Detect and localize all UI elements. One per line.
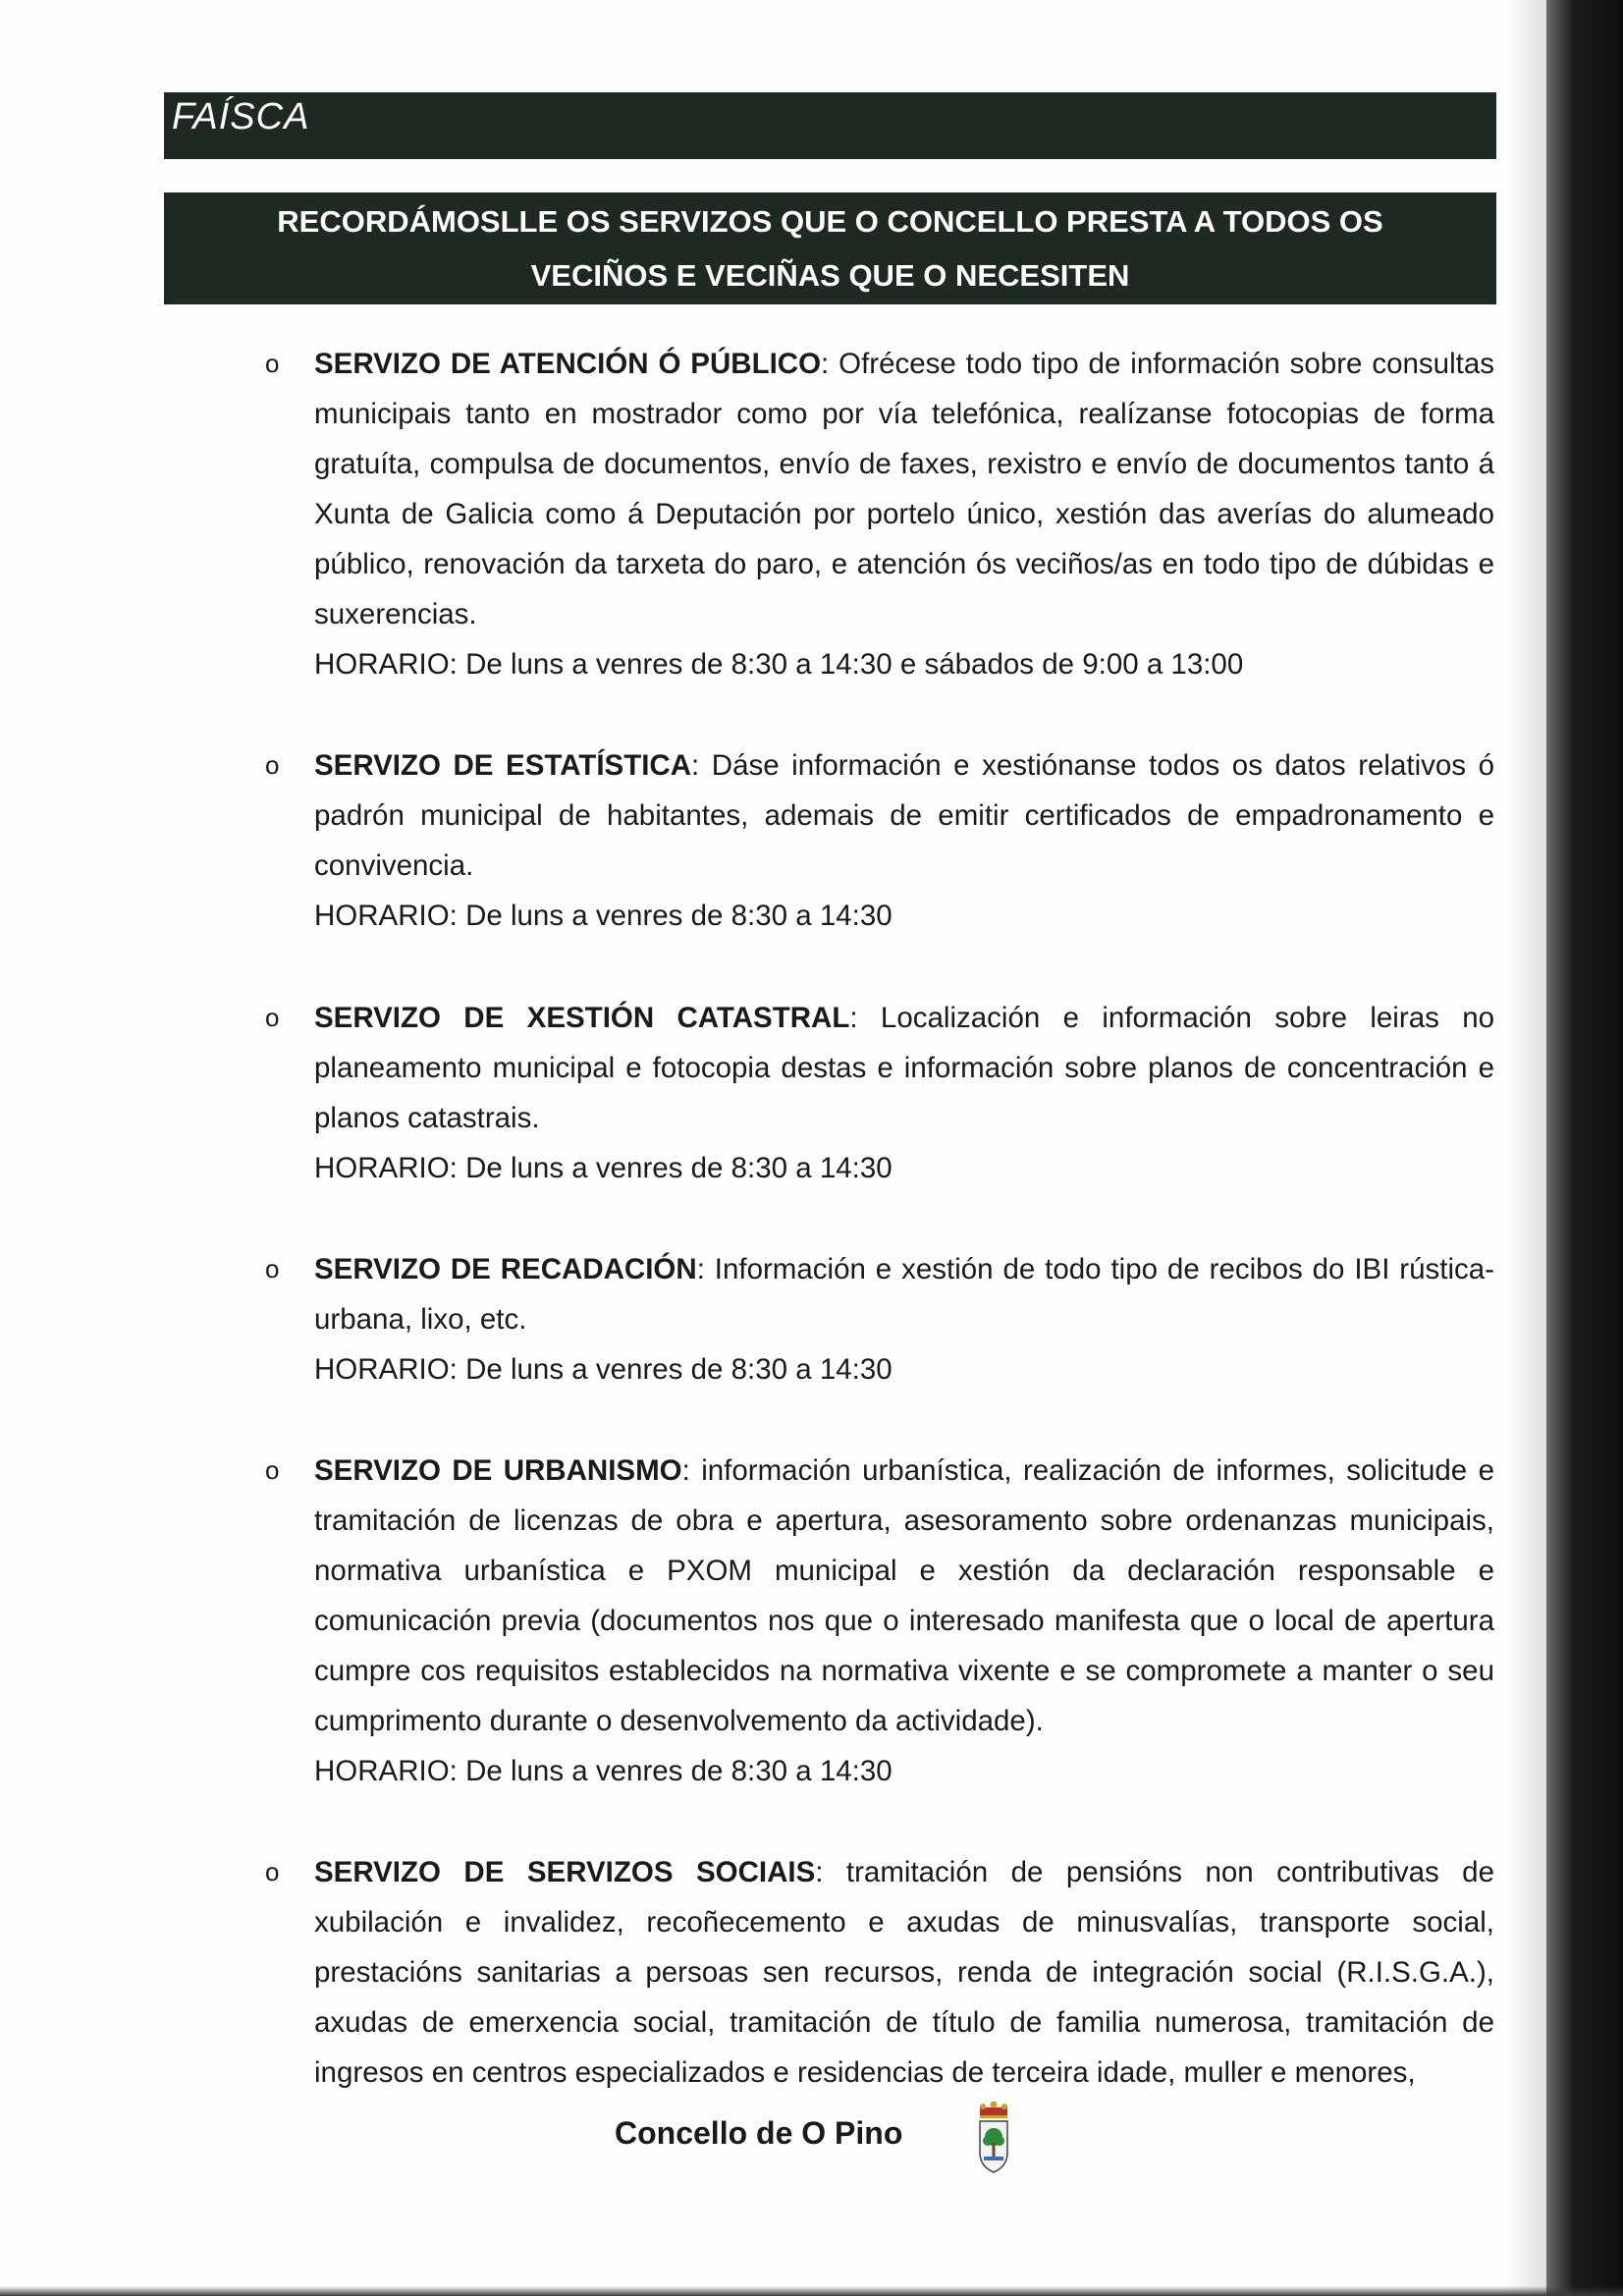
service-description: : Información e xestión de todo tipo de recibos do IBI rústica- urbana, lixo, etc. [314, 1253, 1495, 1336]
service-horario: HORARIO: De luns a venres de 8:30 a 14:30 [314, 1353, 893, 1386]
service-item-urbanismo [257, 1446, 1494, 1796]
banner-line-2: VECIÑOS E VECIÑAS QUE O NECESITEN [530, 258, 1130, 293]
scan-bottom-shadow [0, 2286, 1623, 2296]
service-description: : Ofrécese todo tipo de información sobre consultas municipais tanto en mostrador como por vía telefónica, realízanse fotocopias de forma gratuíta, compulsa de documentos, envío de faxes, rexistro e envío de documentos tanto á Xunta de Galicia como á Deputación por portelo único, xestión das averías do alumeado público, renovación da tarxeta do paro, e atención ós veciños/as en todo tipo de dúbidas e suxerencias. [314, 348, 1494, 630]
service-name: SERVIZO DE ESTATÍSTICA [314, 749, 692, 782]
service-description: : información urbanística, realización de informes, solicitude e tramitación de licenzas de obra e apertura, asesoramento sobre ordenanzas municipais, normativa urbanística e PXOM municipal e xestión da declaración responsable e comunicación previa (documentos nos que o interesado manifesta que o local de apertura cumpre cos requisitos establecidos na normativa vixente e se compromete a manter o seu cumprimento durante o desenvolvemento da actividade). [314, 1454, 1494, 1737]
bullet-icon: o [265, 1455, 280, 1485]
header-bar [164, 92, 1496, 159]
service-horario: HORARIO: De luns a venres de 8:30 a 14:30 [314, 1755, 893, 1787]
service-description: : Dáse información e xestiónanse todos os datos relativos ó padrón municipal de habitantes, ademais de emitir certificados de empadronamento e convivencia. [314, 749, 1494, 882]
service-description: : tramitación de pensións non contributivas de xubilación e invalidez, recoñecemento e axudas de minusvalías, transporte social, prestacións sanitarias a persoas sen recursos, renda de integración social (R.I.S.G.A.), axudas de emerxencia social, tramitación de título de familia numerosa, tramitación de ingresos en centros especializados e residencias de terceira idade, muller e menores, [314, 1856, 1494, 2089]
bullet-icon: o [265, 750, 280, 780]
services-list [257, 339, 1494, 2098]
service-item-atencion-publico [257, 339, 1494, 689]
footer-text: Concello de O Pino [615, 2115, 903, 2151]
bullet-icon: o [265, 349, 280, 378]
service-horario: HORARIO: De luns a venres de 8:30 a 14:30 [314, 1152, 893, 1184]
service-name: SERVIZO DE URBANISMO [314, 1454, 682, 1487]
banner-line-1: RECORDÁMOSLLE OS SERVIZOS QUE O CONCELLO PRESTA A TODOS OS [277, 204, 1383, 239]
service-horario: HORARIO: De luns a venres de 8:30 a 14:30 e sábados de 9:00 a 13:00 [314, 648, 1244, 681]
scan-edge-shadow [1546, 0, 1623, 2296]
bullet-icon: o [265, 1857, 280, 1886]
service-name: SERVIZO DE SERVIZOS SOCIAIS [314, 1856, 816, 1888]
service-description: : Localización e información sobre leiras no planeamento municipal e fotocopia destas e información sobre planos de concentración e planos catastrais. [314, 1002, 1495, 1134]
bullet-icon: o [265, 1254, 280, 1284]
service-horario: HORARIO: De luns a venres de 8:30 a 14:30 [314, 900, 893, 932]
scan-edge-highlight [1507, 0, 1546, 2296]
service-item-xestion-catastral [257, 993, 1494, 1193]
service-item-recadacion [257, 1244, 1494, 1394]
coat-of-arms-icon [974, 2102, 1013, 2180]
service-name: SERVIZO DE ATENCIÓN Ó PÚBLICO [314, 348, 822, 380]
bullet-icon: o [265, 1003, 280, 1032]
header-title: FAÍSCA [172, 96, 310, 137]
service-item-estatistica [257, 740, 1494, 941]
services-banner [164, 192, 1496, 304]
service-item-servizos-sociais [257, 1847, 1494, 2098]
service-name: SERVIZO DE RECADACIÓN [314, 1253, 697, 1285]
service-name: SERVIZO DE XESTIÓN CATASTRAL [314, 1002, 850, 1034]
